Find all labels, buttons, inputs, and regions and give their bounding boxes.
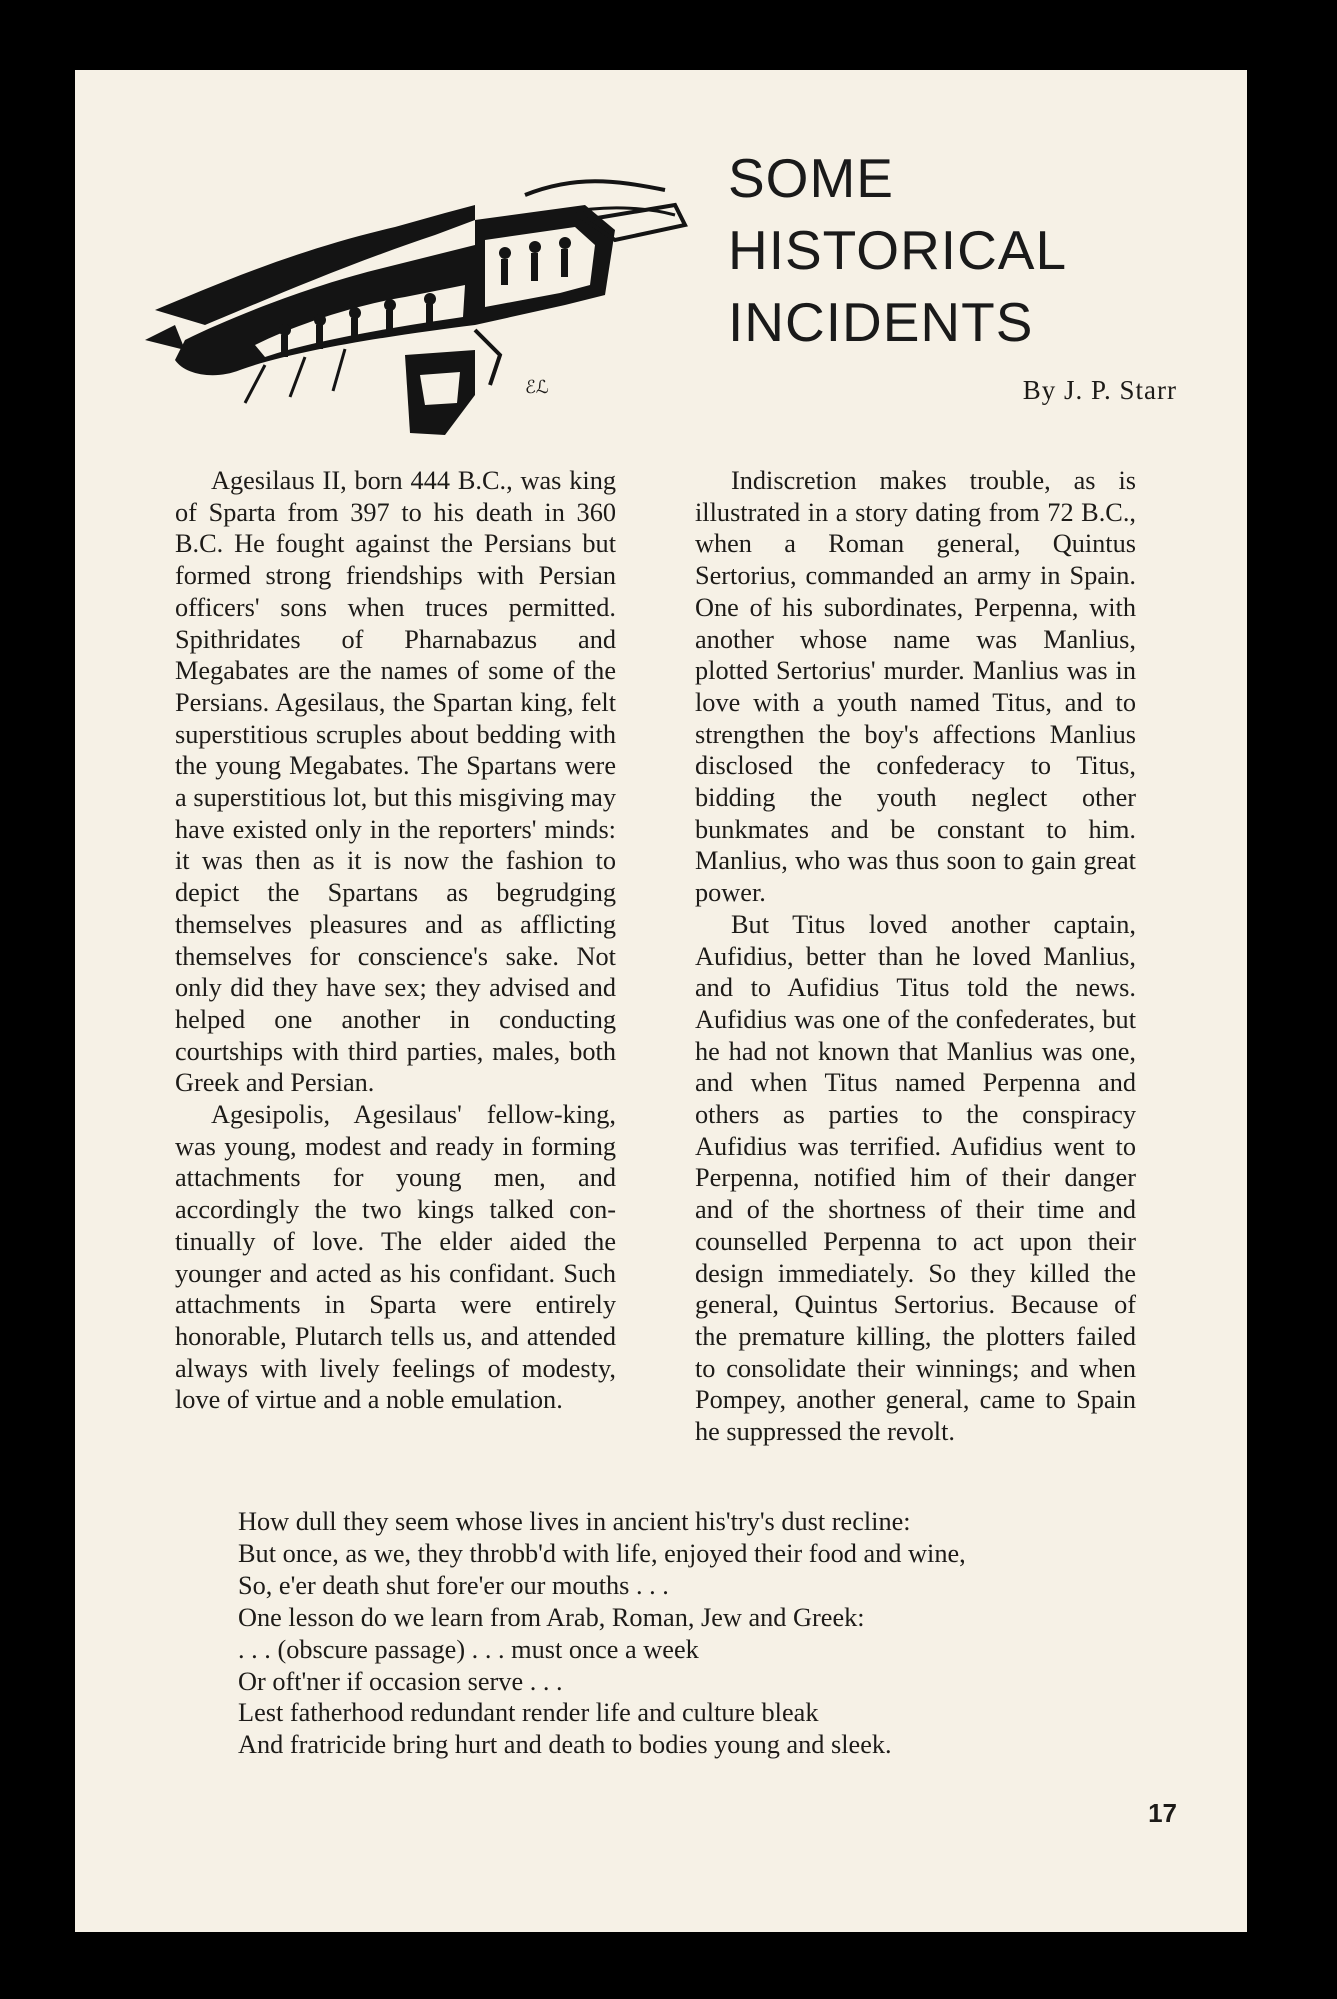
paragraph: Agesipolis, Agesilaus' fellow-king, was young, modest and ready in forming attachments for young men, and accordingly the two kings talked continually of love. The elder aided the younger and acted as his confidant. Such attachments in Sparta were entirely honorable, Plutarch tells us, and attended always with lively feelings of modesty, love of virtue and a noble emulation. (175, 1100, 616, 1415)
poem-line: So, e'er death shut fore'er our mouths . . . (238, 1570, 669, 1600)
poem-line: And fratricide bring hurt and death to bodies young and sleek. (238, 1730, 892, 1760)
title-line-1: SOME (728, 147, 894, 209)
poem-line: Lest fatherhood redundant render life and culture bleak (238, 1698, 819, 1728)
poem-line: . . . (obscure passage) . . . must once a week (238, 1634, 699, 1664)
poem-line: Or oft'ner if occasion serve . . . (238, 1666, 563, 1696)
title-line-3: INCIDENTS (728, 291, 1034, 353)
left-column (175, 465, 616, 1416)
byline: By J. P. Starr (1022, 375, 1177, 405)
poem-line: One lesson do we learn from Arab, Roman, Jew and Greek: (238, 1602, 865, 1632)
ship-drawing-icon (145, 135, 705, 435)
poem-line: But once, as we, they throbb'd with life, enjoyed their food and wine, (238, 1538, 966, 1568)
paragraph: Agesilaus II, born 444 B.C., was king of Sparta from 397 to his death in 360 B.C. He fought against the Persians but formed strong friendships with Persian officers' sons when truces permitted. Spithridates of Pharnabazus and Megabates are the names of some of the Persians. Agesilaus, the Spartan king, felt superstitious scruples about bedding with the young Megabates. The Spartans were a superstitious lot, but this misgiving may have existed only in the reporters' minds: it was then as it is now the fashion to depict the Spartans as begrudging themselves pleasures and as afflicting themselves for conscience's sake. Not only did they have sex; they advised and helped one another in conducting courtships with third parties, males, both Greek and Persian. (175, 466, 616, 1098)
galley-illustration (145, 135, 705, 435)
paragraph: But Titus loved another captain, Aufidius, better than he loved Manlius, and to Aufidius Titus told the news. Aufidius was one of the confederates, but he had not known that Manlius was one, and when Titus named Perpenna and others as parties to the conspiracy Aufidius was terrified. Aufidius went to Perpenna, notified him of their danger and of the shortness of their time and counselled Perpenna to act upon their design immediately. So they killed the general, Quintus Sertorius. Because of the premature killing, the plotters failed to consolidate their winnings; and when Pompey, another general, came to Spain he suppressed the revolt. (695, 909, 1136, 1447)
poem-line: How dull they seem whose lives in ancient his'try's dust recline: (238, 1507, 911, 1536)
right-column (695, 465, 1136, 1448)
poem (238, 1506, 966, 1761)
page-number: 17 (1148, 1798, 1177, 1828)
article-title (728, 142, 1067, 358)
title-line-2: HISTORICAL (728, 219, 1068, 281)
paragraph: Indiscretion makes trouble, as is illustrated in a story dating from 72 B.C., when a Roman general, Quintus Sertorius, commanded an army in Spain. One of his subordinates, Perpenna, with another whose name was Manlius, plotted Sertorius' murder. Manlius was in love with a youth named Titus, and to strengthen the boy's affections Manlius disclosed the confederacy to Titus, bidding the youth neglect other bunkmates and be constant to him. Manlius, who was thus soon to gain great power. (695, 466, 1136, 908)
magazine-page (75, 70, 1247, 1932)
artist-initials: ℰℒ (525, 377, 549, 398)
